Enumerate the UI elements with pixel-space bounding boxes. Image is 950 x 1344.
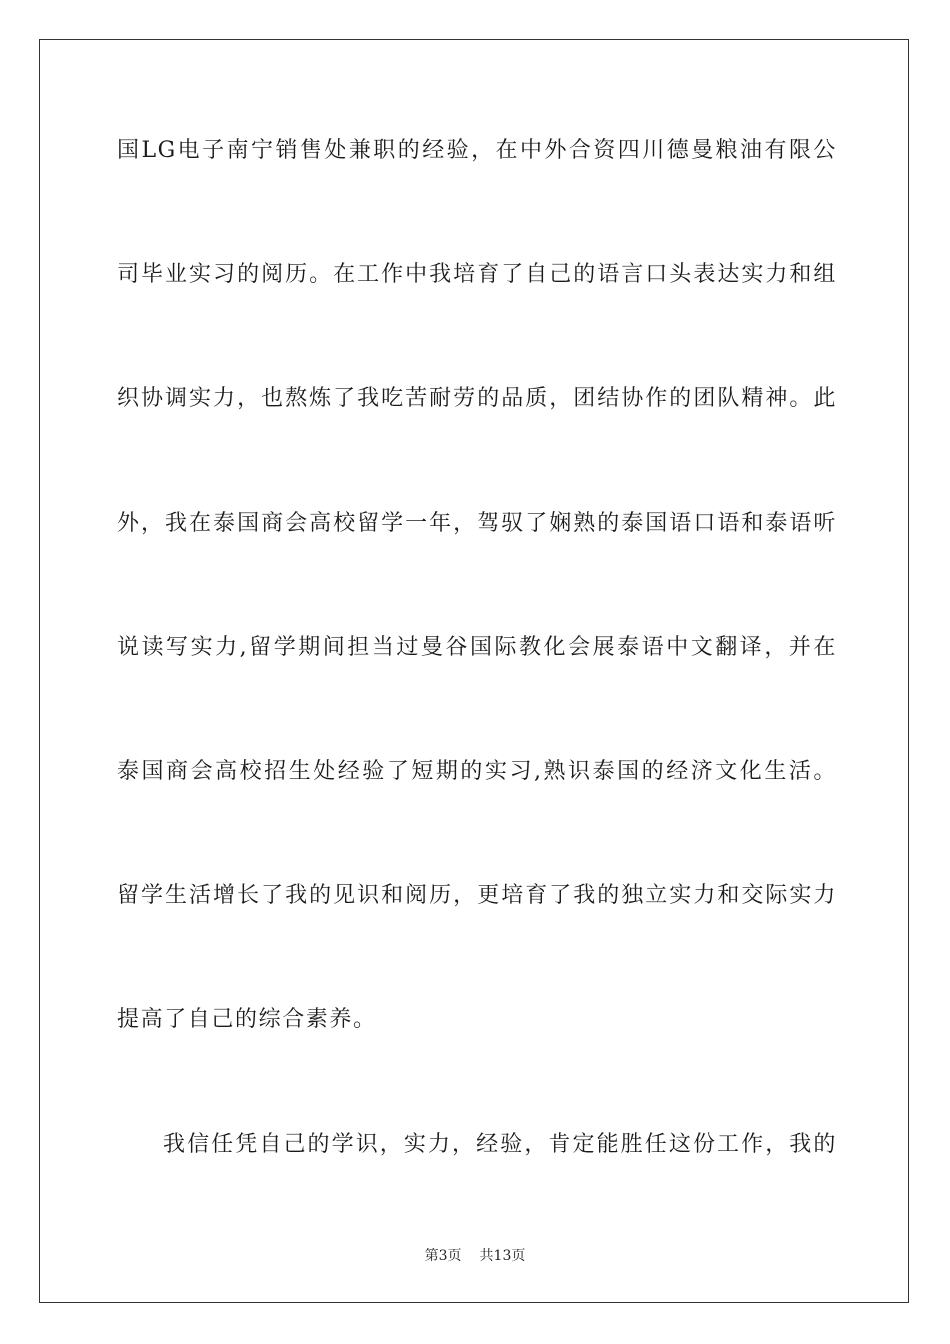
text-line-5: 说读写实力,留学期间担当过曼谷国际教化会展泰语中文翻译，并在 — [117, 635, 837, 660]
page-footer — [0, 1246, 950, 1266]
page-border — [39, 39, 909, 1303]
text-line-2: 司毕业实习的阅历。在工作中我培育了自己的语言口头表达实力和组 — [117, 262, 837, 287]
text-line-7: 留学生活增长了我的见识和阅历，更培育了我的独立实力和交际实力 — [117, 883, 837, 908]
text-line-8: 提高了自己的综合素养。 — [117, 1007, 377, 1032]
text-line-3: 织协调实力，也熬炼了我吃苦耐劳的品质，团结协作的团队精神。此 — [117, 386, 837, 411]
text-line-9: 我信任凭自己的学识，实力，经验，肯定能胜任这份工作，我的 — [163, 1132, 837, 1157]
text-line-6: 泰国商会高校招生处经验了短期的实习,熟识泰国的经济文化生活。 — [117, 759, 837, 784]
text-line-4: 外，我在泰国商会高校留学一年，驾驭了娴熟的泰国语口语和泰语听 — [117, 511, 837, 536]
text-line-1: 国LG电子南宁销售处兼职的经验，在中外合资四川德曼粮油有限公 — [117, 138, 837, 163]
page-total: 共13页 — [479, 1248, 526, 1264]
page-number: 第3页 — [424, 1248, 462, 1264]
